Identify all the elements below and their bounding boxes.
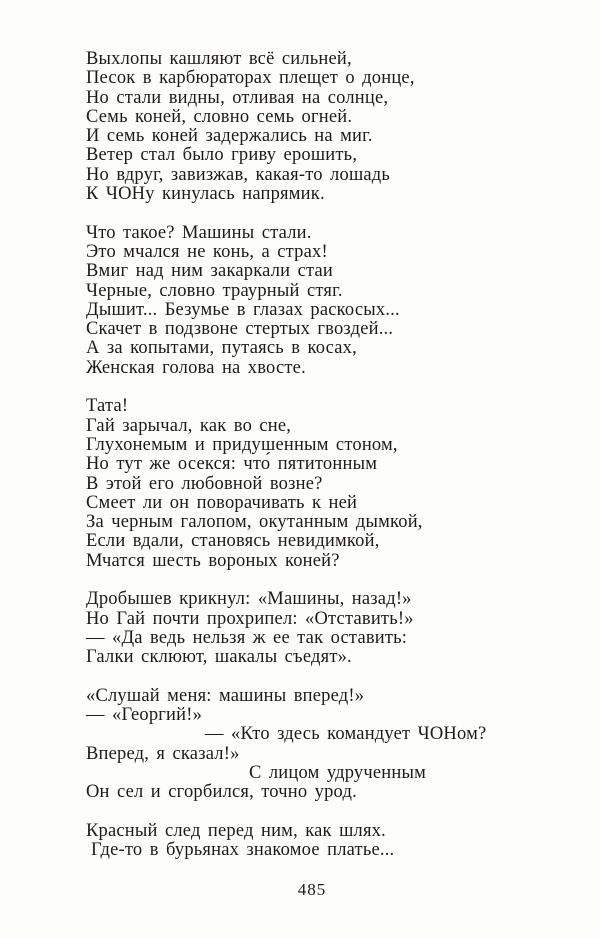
poem-line: — «Да ведь нельзя ж ее так оставить:	[86, 627, 408, 648]
poem-line: За черным галопом, окутанным дымкой,	[86, 512, 423, 533]
stanza-5	[86, 687, 560, 803]
poem-line: Смеет ли он поворачивать к ней	[86, 492, 358, 513]
poem-line: Но тут же осекся: что́ пятитонным	[86, 454, 378, 475]
poem-line: Что такое? Машины стали.	[86, 222, 312, 243]
poem-line: — «Георгий!»	[86, 705, 203, 726]
poem-line: Это мчался не конь, а страх!	[86, 241, 328, 262]
poem-line: Семь коней, словно семь огней.	[86, 106, 353, 127]
stanza-4	[86, 590, 560, 667]
page-number: 485	[297, 879, 327, 899]
poem-line: Тата!	[86, 396, 129, 417]
poem-line: Скачет в подзвоне стертых гвоздей...	[86, 319, 394, 340]
poem-line: Глухонемым и придушенным стоном,	[86, 434, 398, 455]
poem-line: Но Гай почти прохрипел: «Отставить!»	[86, 608, 414, 629]
stanza-3	[86, 397, 560, 571]
poem-line: А за копытами, путаясь в косах,	[86, 338, 357, 359]
poem-line: В этой его любовной возне?	[86, 473, 323, 494]
stanza-1	[86, 50, 560, 204]
poem-line: Черные, словно траурный стяг.	[86, 280, 343, 301]
poem-line: Песок в карбюраторах плещет о донце,	[86, 68, 415, 89]
poem-line: К ЧОНу кинулась напрямик.	[86, 184, 325, 205]
poem-line: И семь коней задержались на миг.	[86, 126, 373, 147]
poem-line: Красный след перед ним, как шлях.	[86, 820, 386, 841]
poem-line: Мчатся шесть вороных коней?	[86, 550, 340, 571]
stanza-2	[86, 224, 560, 378]
poem-line: Где-то в бурьянах знакомое платье...	[91, 840, 395, 861]
poem-line: Ветер стал было гриву ерошить,	[86, 145, 358, 166]
poem-line: Дробышев крикнул: «Машины, назад!»	[86, 589, 412, 610]
poem-line: «Слушай меня: машины вперед!»	[86, 685, 365, 706]
poem-line: Если вдали, становясь невидимкой,	[86, 531, 380, 552]
poem-line: Но стали видны, отливая на солнце,	[86, 87, 389, 108]
poem-line: Он сел и сгорбился, точно урод.	[86, 782, 357, 803]
stanza-6	[86, 822, 560, 861]
poem-line: Женская голова на хвосте.	[86, 357, 306, 378]
poem-line: Гай зарычал, как во сне,	[86, 415, 292, 436]
poem-line: Вперед, я сказал!»	[86, 743, 240, 764]
poem-line: Галки склюют, шакалы съедят».	[86, 647, 352, 668]
poem-line: — «Кто здесь командует ЧОНом?	[205, 724, 487, 745]
poem-line: Вмиг над ним закаркали стаи	[86, 261, 334, 282]
poem-line: С лицом удрученным	[249, 762, 427, 783]
poem-line: Но вдруг, завизжав, какая-то лошадь	[86, 164, 391, 185]
poem-line: Дышит... Безумье в глазах раскосых...	[86, 299, 400, 320]
poem-line: Выхлопы кашляют всё сильней,	[86, 49, 352, 69]
